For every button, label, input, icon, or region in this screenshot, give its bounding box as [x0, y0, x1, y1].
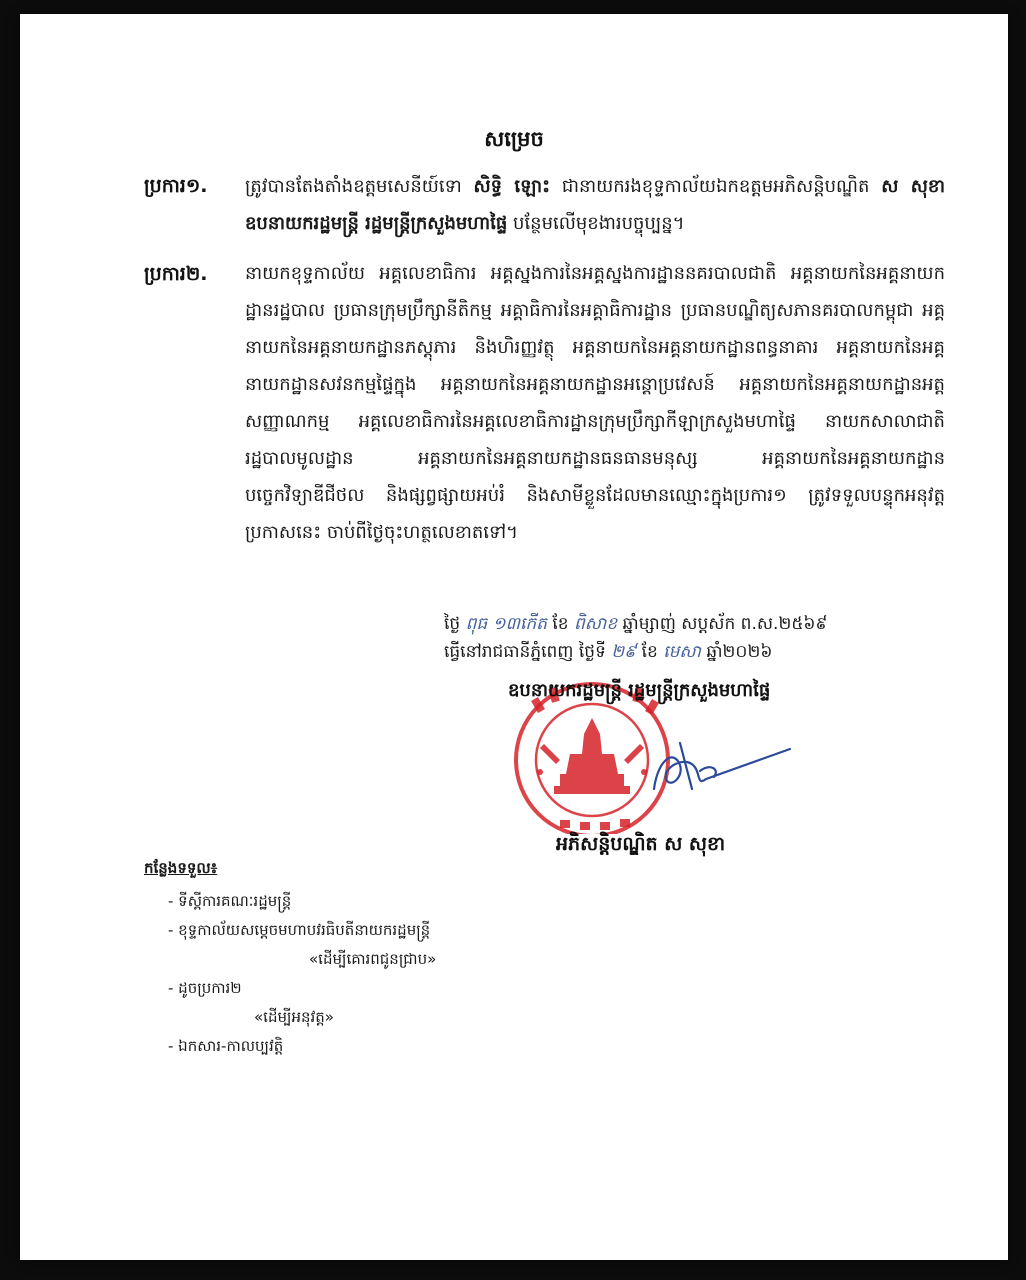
recipients-heading: កន្លែងទទួល៖: [144, 859, 218, 877]
handwritten-lunar-month: ពិសាខ: [573, 614, 618, 634]
minister-name-title: ស សុខា ឧបនាយករដ្ឋមន្ត្រី រដ្ឋមន្ត្រីក្រសួងមហាផ្ទៃ: [245, 176, 945, 234]
lunar-date-line: ថ្ងៃ ពុធ ១៣កើត ខែ ពិសាខ ឆ្នាំម្សាញ់ សប្តស័ក ព.ស.២៥៦៩: [444, 614, 828, 634]
recipient-item: - ខុទ្ទកាល័យសម្តេចមហាបវរធិបតីនាយករដ្ឋមន្ត្រី: [168, 921, 431, 939]
article-1-part2: ជានាយករងខុទ្ទកាល័យឯកឧត្តមអភិសន្តិបណ្ឌិត: [550, 176, 882, 197]
article-1-label: ប្រការ១.: [144, 175, 208, 197]
document-page: [20, 14, 1008, 1260]
decision-heading: សម្រេច: [484, 127, 544, 151]
article-2-label: ប្រការ២.: [144, 263, 208, 285]
recipient-item: - ទីស្តីការគណៈរដ្ឋមន្ត្រី: [168, 892, 292, 910]
recipient-item: - ដូចប្រការ២: [168, 979, 242, 997]
signatory-name: អភិសន្តិបណ្ឌិត ស សុខា: [556, 833, 726, 855]
recipient-note: «ដើម្បីអនុវត្ត»: [254, 1008, 334, 1026]
article-1-text: [245, 168, 945, 242]
appointee-name: សិទ្ធិ ឡោះ: [473, 176, 551, 197]
recipients-list: [144, 859, 564, 1061]
date-block: [444, 610, 944, 666]
handwritten-lunar-day: ពុធ ១៣កើត: [465, 614, 547, 634]
recipient-note: «ដើម្បីគោរពជូនជ្រាប»: [309, 950, 437, 968]
article-1-part3: បន្ថែមលើមុខងារបច្ចុប្បន្ន។: [507, 213, 685, 234]
article-1-part1: ត្រូវបានតែងតាំងឧត្តមសេនីយ៍ទោ: [245, 176, 474, 197]
handwritten-signature-icon: [640, 719, 810, 809]
handwritten-day: ២៩: [611, 642, 637, 662]
solar-date-line: ធ្វើនៅរាជធានីភ្នំពេញ ថ្ងៃទី ២៩ ខែ មេសា ឆ្នាំ២០២៦: [444, 642, 773, 662]
signatory-title: ឧបនាយករដ្ឋមន្ត្រី រដ្ឋមន្ត្រីក្រសួងមហាផ្ទៃ: [508, 680, 771, 701]
handwritten-month: មេសា: [663, 642, 701, 662]
article-2-text: នាយកខុទ្ទកាល័យ អគ្គលេខាធិការ អគ្គស្នងការនៃអគ្គស្នងការដ្ឋាននគរបាលជាតិ អគ្គនាយកនៃអគ្គនាយកដ្ឋានរដ្ឋបាល ប្រធានក្រុមប្រឹក្សានីតិកម្ម អគ្គាធិការនៃអគ្គាធិការដ្ឋាន ប្រធានបណ្ឌិត្យសភានគរបាលកម្ពុជា អគ្គនាយកនៃអគ្គនាយកដ្ឋានភស្តុភារ និងហិរញ្ញវត្ថុ អគ្គនាយកនៃអគ្គនាយកដ្ឋានពន្ធនាគារ អគ្គនាយកនៃអគ្គនាយកដ្ឋានសវនកម្មផ្ទៃក្នុង អគ្គនាយកនៃអគ្គនាយកដ្ឋានអន្តោប្រវេសន៍ អគ្គនាយកនៃអគ្គនាយកដ្ឋានអត្តសញ្ញាណកម្ម អគ្គលេខាធិការនៃអគ្គលេខាធិការដ្ឋានក្រុមប្រឹក្សាកីឡាក្រសួងមហាផ្ទៃ នាយកសាលាជាតិរដ្ឋបាលមូលដ្ឋាន អគ្គនាយកនៃអគ្គនាយកដ្ឋានធនធានមនុស្ស អគ្គនាយកនៃអគ្គនាយកដ្ឋានបច្ចេកវិទ្យាឌីជីថល និងផ្សព្វផ្សាយអប់រំ និងសាមីខ្លួនដែលមានឈ្មោះក្នុងប្រការ១ ត្រូវទទួលបន្ទុកអនុវត្តប្រកាសនេះ ចាប់ពីថ្ងៃចុះហត្ថលេខាតទៅ។: [245, 263, 945, 543]
recipient-item: - ឯកសារ-កាលប្បវត្តិ: [168, 1037, 284, 1055]
